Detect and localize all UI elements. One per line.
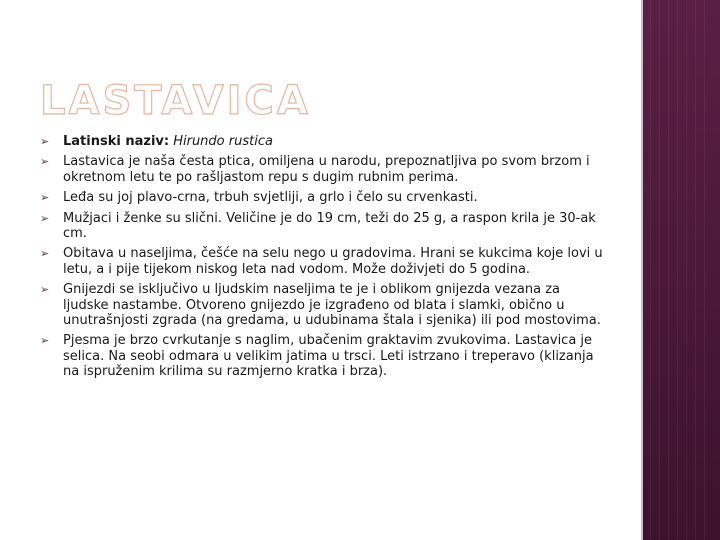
arrow-bullet-icon: ➢ <box>40 334 50 348</box>
bullet-item <box>40 190 605 205</box>
slide-content <box>40 134 605 385</box>
bullet-item <box>40 211 605 242</box>
arrow-bullet-icon: ➢ <box>40 247 50 261</box>
slide-title: LASTAVICA <box>40 78 311 124</box>
bullet-list <box>40 134 605 380</box>
side-band-texture <box>650 0 712 540</box>
arrow-bullet-icon: ➢ <box>40 135 50 148</box>
bullet-text: Mužjaci i ženke su slični. Veličine je do 19 cm, teži do 25 g, a raspon krila je 30-ak cm. <box>63 210 596 242</box>
bullet-text: Leđa su joj plavo-crna, trbuh svjetliji, a grlo i čelo su crvenkasti. <box>63 190 478 206</box>
bullet-latin-name: Hirundo rustica <box>169 134 273 149</box>
bullet-text: Gnijezdi se isključivo u ljudskim naseljima te je i oblikom gnijezda vezana za ljudske nastambe. Otvoreno gnijezdo je izgrađeno od blata i slamki, obično u unutrašnjosti zgrada (na gredama, u udubinama štala i sjenika) ili pod mostovima. <box>63 282 601 329</box>
bullet-item <box>40 154 605 185</box>
bullet-text: Pjesma je brzo cvrkutanje s naglim, ubačenim graktavim zvukovima. Lastavica je selica. Na seobi odmara u velikim jatima u trsci. Leti istrzano i treperavo (klizanja na ispruženim krilima su razmjerno kratka i brza). <box>63 333 594 380</box>
bullet-item <box>40 134 605 149</box>
bullet-text: Lastavica je naša česta ptica, omiljena u narodu, prepoznatljiva po svom brzom i okretnom letu te po rašljastom repu s dugim rubnim perima. <box>63 154 590 185</box>
arrow-bullet-icon: ➢ <box>40 211 50 225</box>
bullet-item <box>40 246 605 277</box>
bullet-text: Obitava u naseljima, češće na selu nego u gradovima. Hrani se kukcima koje lovi u letu, a i pije tijekom niskog leta nad vodom. Može doživjeti do 5 godina. <box>63 246 603 277</box>
arrow-bullet-icon: ➢ <box>40 191 50 205</box>
arrow-bullet-icon: ➢ <box>40 283 50 297</box>
arrow-bullet-icon: ➢ <box>40 155 50 169</box>
bullet-item <box>40 333 605 379</box>
bullet-item <box>40 282 605 328</box>
bullet-label: Latinski naziv: <box>63 134 170 149</box>
